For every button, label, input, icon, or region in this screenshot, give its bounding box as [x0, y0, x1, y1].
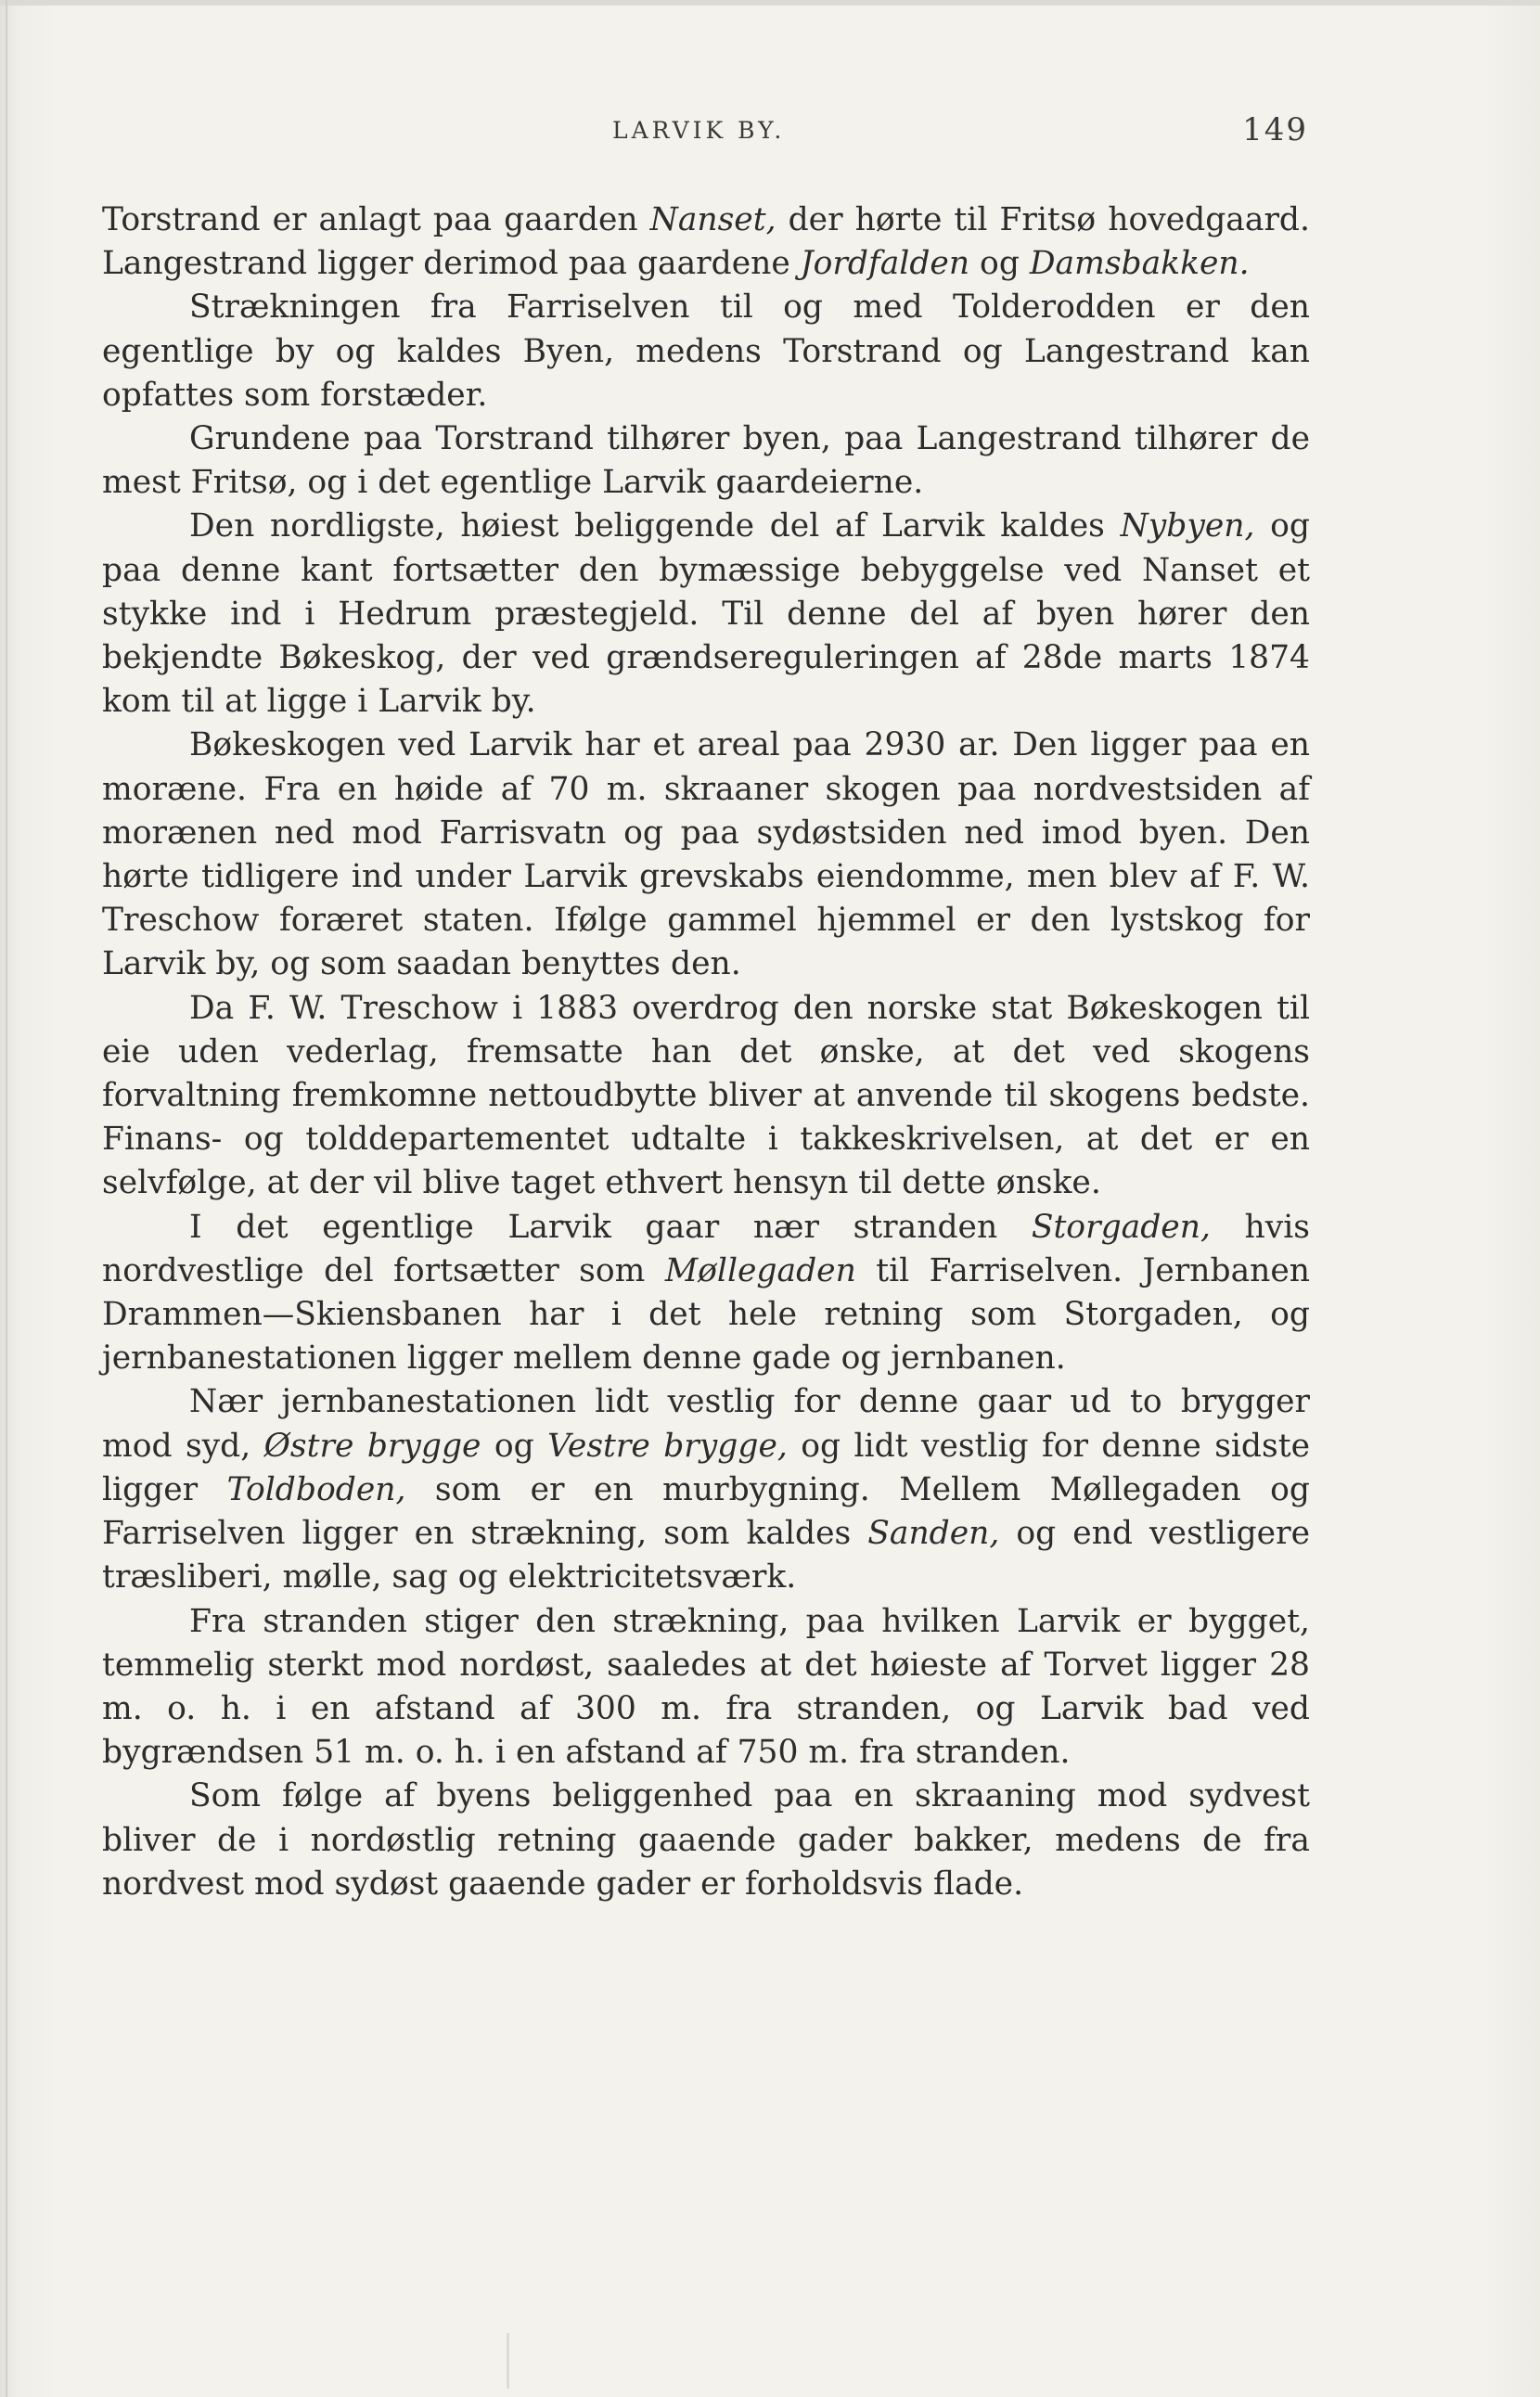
text-run: og end vestligere træsliberi, mølle, sag og elektricitetsværk. — [102, 1515, 1310, 1596]
paragraph — [102, 199, 1310, 286]
text-run: I det egentlige Larvik gaar nær stranden — [189, 1208, 1032, 1246]
italic-place-name: Møllegaden — [664, 1251, 856, 1289]
italic-place-name: Nanset, — [649, 201, 776, 238]
italic-place-name: Østre brygge — [263, 1427, 481, 1465]
text-run: til Farriselven. Jernbanen Drammen—Skiensbanen har i det hele retning som Storgaden, og jernbanestationen ligger mellem denne gade og jernbanen. — [102, 1251, 1310, 1378]
text-run: Den nordligste, høiest beliggende del af Larvik kaldes — [189, 507, 1121, 545]
text-run: som er en murbygning. Mellem Møllegaden og Farriselven ligger en strækning, som kaldes — [102, 1470, 1310, 1553]
running-head: LARVIK BY. — [612, 117, 786, 144]
text-run: der hørte til Fritsø hovedgaard. Langestrand ligger derimod paa gaardene — [102, 201, 1310, 283]
italic-place-name: Damsbakken. — [1029, 245, 1250, 283]
body-text — [102, 199, 1310, 1906]
paragraph — [102, 1775, 1310, 1906]
text-run: hvis nordvestlige del fortsætter som — [102, 1208, 1311, 1289]
paragraph — [102, 505, 1310, 724]
text-run: Som følge af byens beliggenhed paa en skraaning mod sydvest bliver de i nordøstlig retning gaaende gader bakker, medens de fra nordvest mod sydøst gaaende gader er forholdsvis flade. — [102, 1777, 1310, 1903]
text-run: og — [969, 245, 1030, 283]
text-run: og lidt vestlig for denne sidste ligger — [102, 1427, 1311, 1508]
italic-place-name: Toldboden, — [226, 1470, 406, 1508]
text-run: Strækningen fra Farriselven til og med Tolderodden er den egentlige by og kaldes Byen, medens Torstrand og Langestrand kan opfattes som forstæder. — [102, 288, 1310, 414]
italic-place-name: Storgaden, — [1031, 1208, 1211, 1246]
paragraph — [102, 1206, 1310, 1381]
text-run: og paa denne kant fortsætter den bymæssige bebyggelse ved Nanset et stykke ind i Hedrum præstegjeld. Til denne del af byen hører den bekjendte Bøkeskog, der ved grændsereguleringen af 28de marts 1874 kom til at ligge i Larvik by. — [102, 507, 1311, 721]
text-run: Nær jernbanestationen lidt vestlig for denne gaar ud to brygger mod syd, — [102, 1383, 1310, 1465]
page-number: 149 — [1242, 111, 1308, 148]
paragraph — [102, 724, 1310, 986]
italic-place-name: Jordfalden — [800, 245, 970, 283]
paragraph — [102, 1600, 1310, 1775]
text-run: og — [481, 1427, 548, 1465]
scan-mark — [507, 2333, 509, 2389]
text-run: Torstrand er anlagt paa gaarden — [102, 201, 650, 238]
paragraph — [102, 417, 1310, 505]
text-run: Fra stranden stiger den strækning, paa hvilken Larvik er bygget, temmelig sterkt mod nordøst, saaledes at det høieste af Torvet ligger 28 m. o. h. i en afstand af 300 m. fra stranden, og Larvik bad ved bygrændsen 51 m. o. h. i en afstand af 750 m. fra stranden. — [102, 1602, 1310, 1772]
text-run: Bøkeskogen ved Larvik har et areal paa 2930 ar. Den ligger paa en moræne. Fra en høide af 70 m. skraaner skogen paa nordvestsiden af morænen ned mod Farrisvatn og paa sydøstsiden ned imod byen. Den hørte tidligere ind under Larvik grevskabs eiendomme, men blev af F. W. Treschow foræret staten. Ifølge gammel hjemmel er den lystskog for Larvik by, og som saadan benyttes den. — [102, 726, 1310, 983]
italic-place-name: Nybyen, — [1120, 507, 1255, 545]
italic-place-name: Vestre brygge, — [547, 1427, 788, 1465]
text-run: Grundene paa Torstrand tilhører byen, paa Langestrand tilhører de mest Fritsø, og i det egentlige Larvik gaardeierne. — [102, 420, 1310, 502]
text-run: Da F. W. Treschow i 1883 overdrog den norske stat Bøkeskogen til eie uden vederlag, fremsatte han det ønske, at det ved skogens forvaltning fremkomne nettoudbytte bliver at anvende til skogens bedste. Finans- og tolddepartementet udtalte i takkeskrivelsen, at det er en selvfølge, at der vil blive taget ethvert hensyn til dette ønske. — [102, 989, 1310, 1202]
page-header — [102, 111, 1308, 154]
paragraph — [102, 987, 1310, 1206]
page-gutter-edge — [6, 0, 7, 2397]
paragraph — [102, 286, 1310, 417]
page-top-edge — [0, 0, 1540, 6]
italic-place-name: Sanden, — [867, 1515, 1000, 1553]
paragraph — [102, 1380, 1310, 1599]
